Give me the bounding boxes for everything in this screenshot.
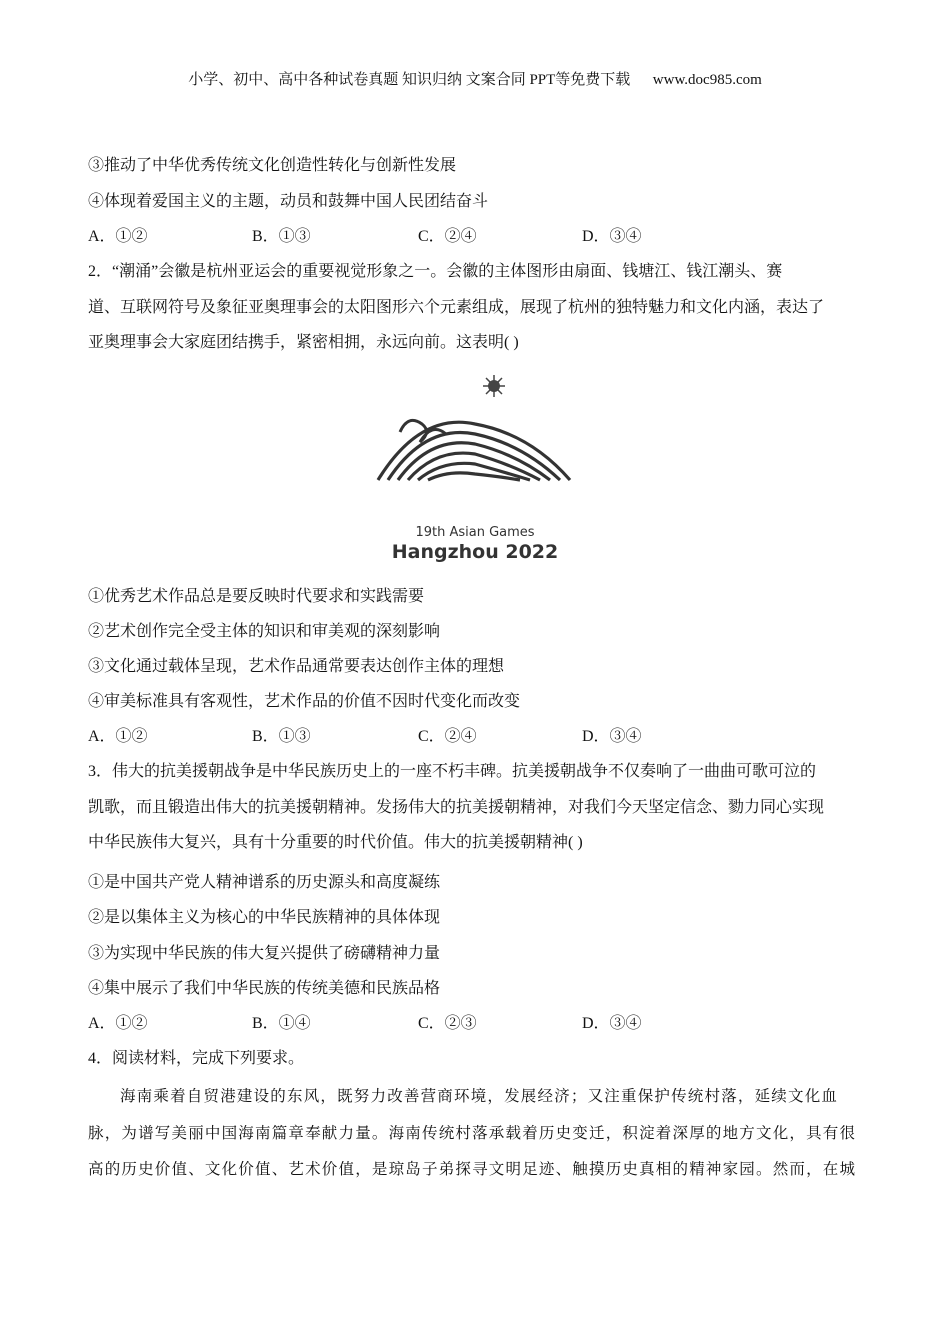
option-c: C．②④ (418, 228, 477, 245)
option-d: D．③④ (582, 228, 642, 245)
q4-material-line: 高的历史价值、文化价值、艺术价值，是琼岛子弟探寻文明足迹、触摸历史真相的精神家园。然而，在城 (88, 1161, 857, 1178)
q1-item-3: ③推动了中华优秀传统文化创造性转化与创新性发展 (88, 157, 457, 174)
logo-line2: Hangzhou 2022 (391, 541, 559, 563)
q2-item-4: ④审美标准具有客观性，艺术作品的价值不因时代变化而改变 (88, 693, 521, 710)
q3-stem-line: 3．伟大的抗美援朝战争是中华民族历史上的一座不朽丰碑。抗美援朝战争不仅奏响了一曲曲可歌可泣的 (88, 763, 817, 780)
q3-item-2: ②是以集体主义为核心的中华民族精神的具体体现 (88, 909, 441, 926)
q2-stem-line: 2．“潮涌”会徽是杭州亚运会的重要视觉形象之一。会徽的主体图形由扇面、钱塘江、钱江潮头、赛 (88, 263, 783, 280)
option-b: B．①③ (252, 728, 311, 745)
q3-item-1: ①是中国共产党人精神谱系的历史源头和高度凝练 (88, 874, 441, 891)
q2-stem-line: 亚奥理事会大家庭团结携手，紧密相拥，永远向前。这表明( ) (88, 334, 519, 351)
q2-item-3: ③文化通过载体呈现，艺术作品通常要表达创作主体的理想 (88, 658, 505, 675)
wave-arcs (378, 420, 570, 480)
q1-item-4: ④体现着爱国主义的主题，动员和鼓舞中国人民团结奋斗 (88, 193, 489, 210)
sun-icon (483, 375, 505, 397)
q3-item-3: ③为实现中华民族的伟大复兴提供了磅礴精神力量 (88, 945, 441, 962)
q2-item-2: ②艺术创作完全受主体的知识和审美观的深刻影响 (88, 623, 441, 640)
page-header: 小学、初中、高中各种试卷真题 知识归纳 文案合同 PPT等免费下载 www.doc985.com (188, 72, 762, 88)
q2-stem-line: 道、互联网符号及象征亚奥理事会的太阳图形六个元素组成，展现了杭州的独特魅力和文化内涵，表达了 (88, 299, 825, 316)
q3-stem-line: 凯歌，而且锻造出伟大的抗美援朝精神。发扬伟大的抗美援朝精神，对我们今天坚定信念、勠力同心实现 (88, 799, 825, 816)
q4-stem: 4．阅读材料，完成下列要求。 (88, 1050, 305, 1067)
q4-material-line: 海南乘着自贸港建设的东风，既努力改善营商环境，发展经济；又注重保护传统村落，延续文化血 (120, 1088, 839, 1105)
option-c: C．②③ (418, 1015, 477, 1032)
asian-games-logo (370, 372, 580, 568)
option-b: B．①③ (252, 228, 311, 245)
q2-item-1: ①优秀艺术作品总是要反映时代要求和实践需要 (88, 588, 425, 605)
q3-item-4: ④集中展示了我们中华民族的传统美德和民族品格 (88, 980, 441, 997)
option-a: A．①② (88, 228, 148, 245)
option-c: C．②④ (418, 728, 477, 745)
option-a: A．①② (88, 1015, 148, 1032)
option-d: D．③④ (582, 1015, 642, 1032)
option-b: B．①④ (252, 1015, 311, 1032)
option-a: A．①② (88, 728, 148, 745)
logo-line1: 19th Asian Games (415, 525, 535, 540)
option-d: D．③④ (582, 728, 642, 745)
q4-material-line: 脉，为谱写美丽中国海南篇章奉献力量。海南传统村落承载着历史变迁，积淀着深厚的地方文化，具有很 (88, 1125, 857, 1142)
q3-stem-line: 中华民族伟大复兴，具有十分重要的时代价值。伟大的抗美援朝精神( ) (88, 834, 583, 851)
